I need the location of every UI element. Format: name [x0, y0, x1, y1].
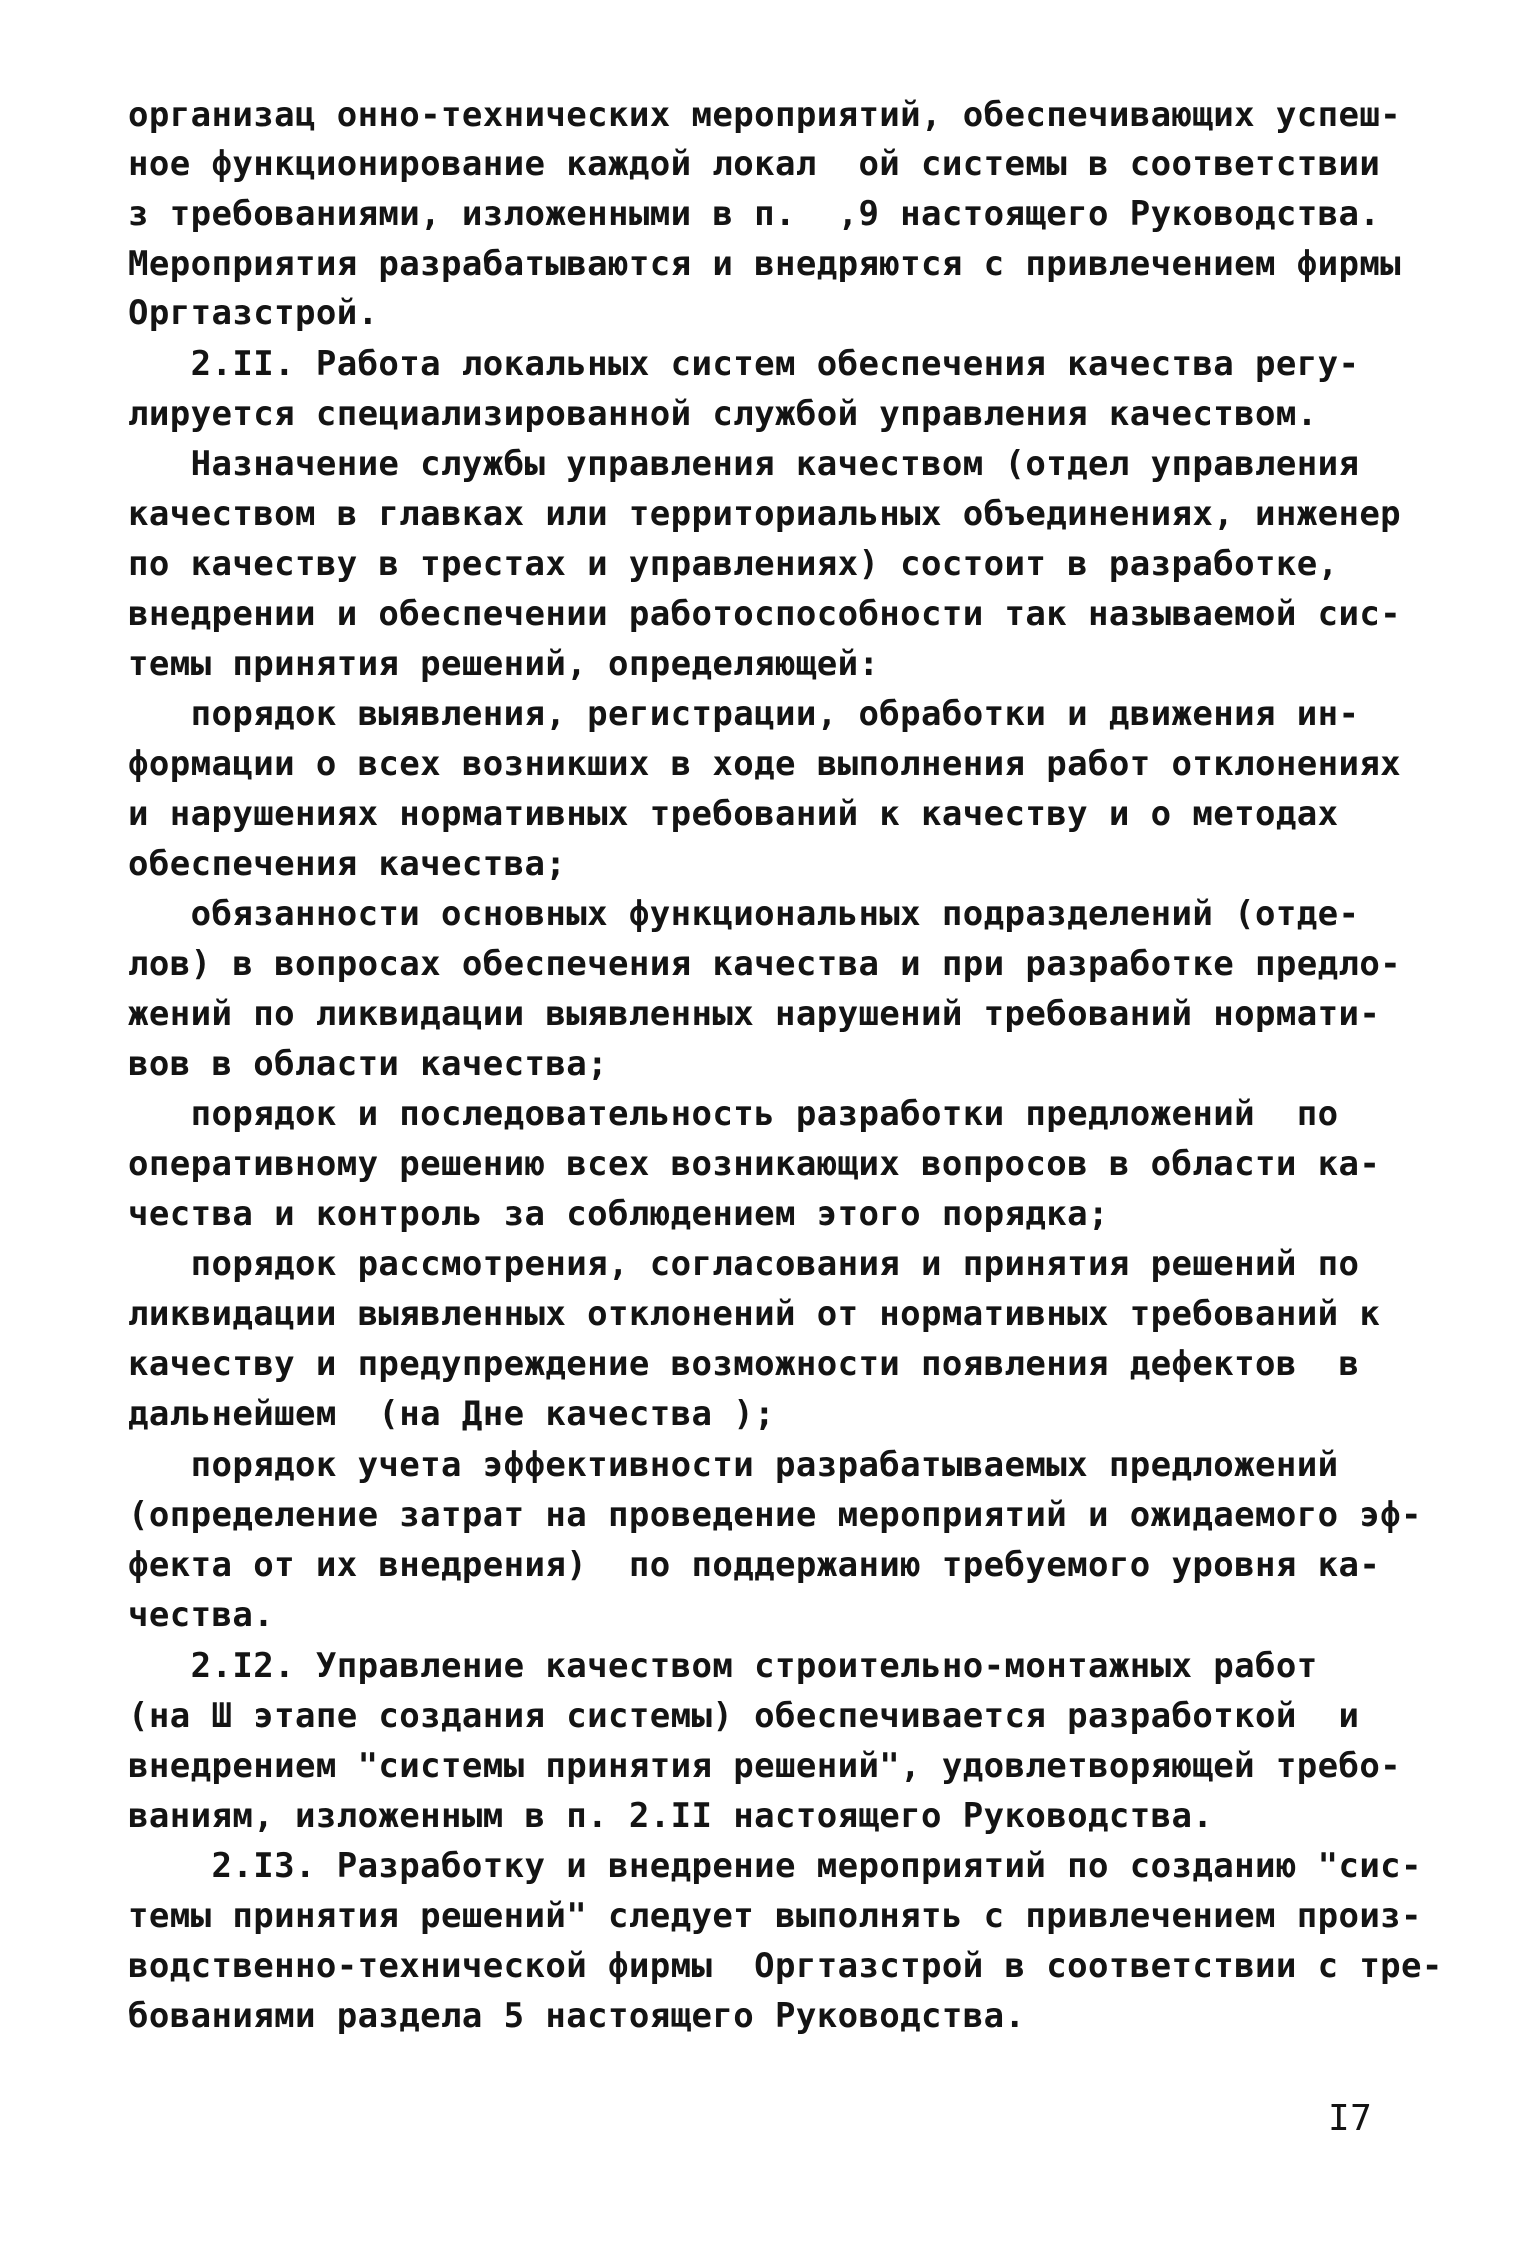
text-line: организац онно-технических мероприятий, обеспечивающих успеш-	[128, 95, 1402, 135]
text-line: темы принятия решений" следует выполнять с привлечением произ-	[128, 1896, 1422, 1936]
text-line: качеством в главках или территориальных объединениях, инженер	[128, 494, 1402, 534]
text-line: чества.	[128, 1595, 275, 1635]
text-line: обязанности основных функциональных подразделений (отде-	[128, 894, 1360, 934]
text-line: вов в области качества;	[128, 1044, 609, 1084]
text-line: (определение затрат на проведение мероприятий и ожидаемого эф-	[128, 1495, 1422, 1535]
text-line: ликвидации выявленных отклонений от нормативных требований к	[128, 1294, 1381, 1334]
text-line: лируется специализированной службой управления качеством.	[128, 394, 1318, 434]
text-line: оперативному решению всех возникающих вопросов в области ка-	[128, 1144, 1381, 1184]
text-line: порядок и последовательность разработки предложений по	[128, 1094, 1339, 1134]
text-line: фекта от их внедрения) по поддержанию требуемого уровня ка-	[128, 1545, 1381, 1585]
text-line: ваниям, изложенным в п. 2.II настоящего Руководства.	[128, 1796, 1214, 1836]
text-line: обеспечения качества;	[128, 844, 567, 884]
text-line: Оргтазстрой.	[128, 293, 379, 333]
text-line: Назначение службы управления качеством (отдел управления	[128, 444, 1360, 484]
page-number: I7	[1328, 2098, 1373, 2139]
text-line: Мероприятия разрабатываются и внедряются с привлечением фирмы	[128, 244, 1402, 284]
text-line: формации о всех возникших в ходе выполнения работ отклонениях	[128, 744, 1402, 784]
text-line: внедрением "системы принятия решений", удовлетворяющей требо-	[128, 1746, 1402, 1786]
text-line: водственно-технической фирмы Оргтазстрой в соответствии с тре-	[128, 1946, 1443, 1986]
text-line: чества и контроль за соблюдением этого порядка;	[128, 1194, 1109, 1234]
text-line: и нарушениях нормативных требований к качеству и о методах	[128, 794, 1339, 834]
text-line: 2.I3. Разработку и внедрение мероприятий по созданию "сис-	[128, 1846, 1422, 1886]
text-line: дальнейшем (на Дне качества );	[128, 1394, 775, 1434]
text-line: качеству и предупреждение возможности появления дефектов в	[128, 1344, 1360, 1384]
text-line: ное функционирование каждой локал ой системы в соответствии	[128, 144, 1381, 184]
text-line: (на Ш этапе создания системы) обеспечивается разработкой и	[128, 1696, 1360, 1736]
text-line: внедрении и обеспечении работоспособности так называемой сис-	[128, 594, 1402, 634]
text-line: з требованиями, изложенными в п. ,9 настоящего Руководства.	[128, 194, 1381, 234]
text-line: лов) в вопросах обеспечения качества и при разработке предло-	[128, 944, 1402, 984]
text-line: бованиями раздела 5 настоящего Руководства.	[128, 1996, 1026, 2036]
text-line: по качеству в трестах и управлениях) состоит в разработке,	[128, 544, 1339, 584]
text-line: темы принятия решений, определяющей:	[128, 644, 880, 684]
text-line: 2.I2. Управление качеством строительно-монтажных работ	[128, 1646, 1318, 1686]
text-line: порядок учета эффективности разрабатываемых предложений	[128, 1445, 1339, 1485]
text-line: порядок выявления, регистрации, обработки и движения ин-	[128, 694, 1360, 734]
text-line: жений по ликвидации выявленных нарушений требований нормати-	[128, 994, 1381, 1034]
text-line: 2.II. Работа локальных систем обеспечения качества регу-	[128, 344, 1360, 384]
text-line: порядок рассмотрения, согласования и принятия решений по	[128, 1244, 1360, 1284]
